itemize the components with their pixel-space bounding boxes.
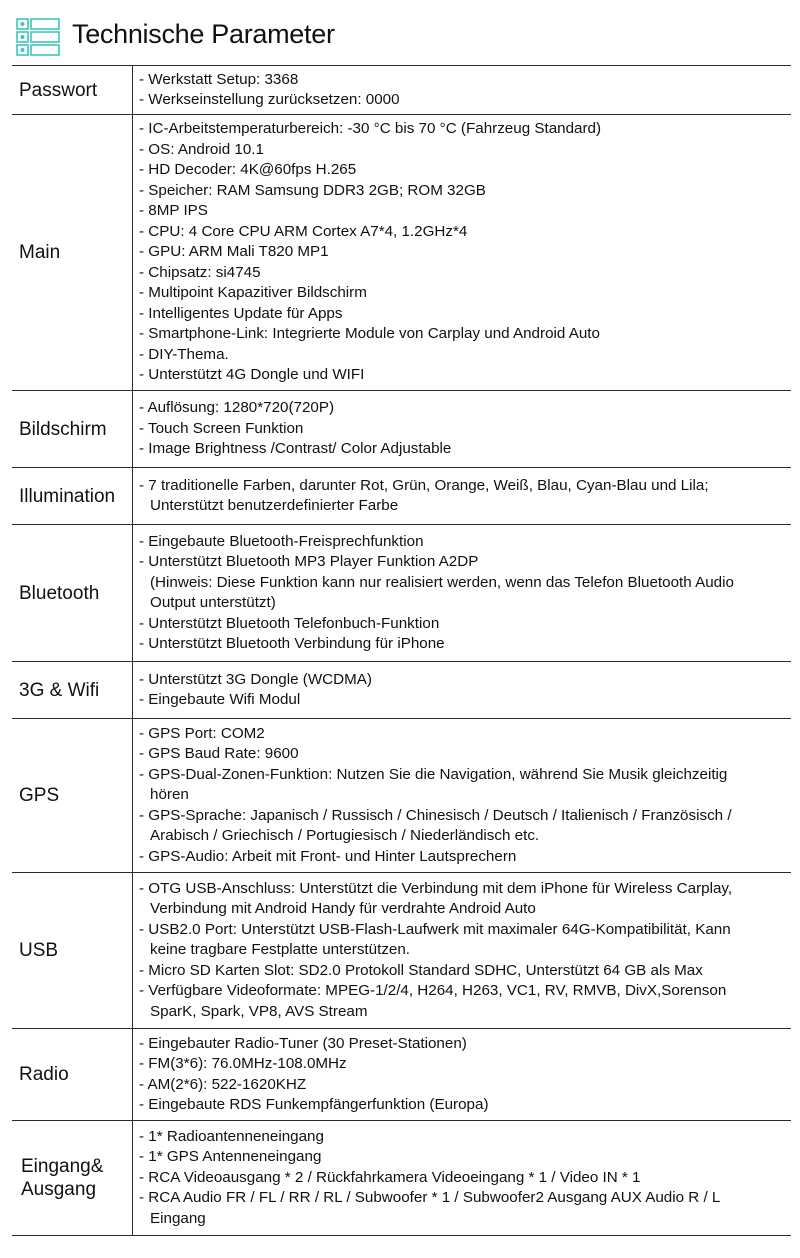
spec-label: Main: [12, 115, 133, 391]
spec-details: [133, 468, 792, 525]
spec-line: - 1* GPS Antenneneingang: [139, 1148, 322, 1166]
spec-line: - Eingebaute Wifi Modul: [139, 691, 301, 708]
spec-line: - GPS-Dual-Zonen-Funktion: Nutzen Sie die Navigation, während Sie Musik gleichzeitig: [139, 765, 728, 783]
spec-line: - Touch Screen Funktion: [139, 419, 304, 437]
spec-line: - Eingebauter Radio-Tuner (30 Preset-Stationen): [139, 1034, 467, 1052]
spec-label: USB: [12, 873, 133, 1029]
spec-line: - AM(2*6): 522-1620KHZ: [139, 1075, 307, 1093]
spec-line: - Multipoint Kapazitiver Bildschirm: [139, 284, 367, 302]
spec-line: - Unterstützt 3G Dongle (WCDMA): [139, 670, 372, 688]
spec-row: [12, 468, 791, 525]
spec-line: - GPS Baud Rate: 9600: [139, 745, 299, 763]
spec-row: [12, 1121, 791, 1236]
spec-line: - GPU: ARM Mali T820 MP1: [139, 243, 329, 261]
spec-line: - USB2.0 Port: Unterstützt USB-Flash-Laufwerk mit maximaler 64G-Kompatibilität, Kann: [139, 920, 731, 938]
spec-line: - RCA Audio FR / FL / RR / RL / Subwoofer * 1 / Subwoofer2 Ausgang AUX Audio R / L: [139, 1189, 721, 1207]
spec-line: Output unterstützt): [150, 594, 276, 611]
spec-label: Passwort: [12, 66, 133, 115]
spec-row: [12, 66, 791, 115]
spec-line: - Chipsatz: si4745: [139, 263, 261, 281]
spec-label: Illumination: [12, 468, 133, 525]
spec-line: - GPS Port: COM2: [139, 724, 265, 742]
spec-line: - Unterstützt 4G Dongle und WIFI: [139, 366, 365, 384]
spec-line: - Eingebaute Bluetooth-Freisprechfunktion: [139, 532, 424, 550]
spec-label: Bluetooth: [12, 525, 133, 662]
spec-details: [133, 873, 792, 1029]
spec-line: - Auflösung: 1280*720(720P): [139, 399, 335, 417]
spec-line: - Image Brightness /Contrast/ Color Adjustable: [139, 440, 452, 458]
spec-details: [133, 662, 792, 719]
list-icon: [16, 18, 60, 56]
spec-line: - Werkstatt Setup: 3368: [139, 70, 299, 88]
spec-line: - Speicher: RAM Samsung DDR3 2GB; ROM 32GB: [139, 181, 486, 199]
spec-line: - GPS-Sprache: Japanisch / Russisch / Chinesisch / Deutsch / Italienisch / Französisch /: [139, 806, 732, 824]
spec-line: - Smartphone-Link: Integrierte Module von Carplay und Android Auto: [139, 325, 600, 343]
section-header: [16, 16, 796, 60]
spec-label: [12, 1121, 133, 1236]
spec-label: GPS: [12, 719, 133, 873]
spec-row: [12, 115, 791, 391]
spec-line: - Unterstützt Bluetooth Telefonbuch-Funktion: [139, 614, 440, 632]
spec-line: - Unterstützt Bluetooth MP3 Player Funktion A2DP: [139, 553, 479, 570]
spec-row: [12, 662, 791, 719]
spec-line: - OS: Android 10.1: [139, 140, 264, 158]
spec-table: [12, 65, 791, 1236]
spec-line: - Werkseinstellung zurücksetzen: 0000: [139, 91, 400, 108]
spec-line: - Micro SD Karten Slot: SD2.0 Protokoll Standard SDHC, Unterstützt 64 GB als Max: [139, 961, 703, 979]
spec-details: [133, 525, 792, 662]
page-title: Technische Parameter: [72, 19, 335, 49]
spec-label: Radio: [12, 1029, 133, 1121]
spec-line: - RCA Videoausgang * 2 / Rückfahrkamera Videoeingang * 1 / Video IN * 1: [139, 1168, 641, 1186]
spec-details: [133, 391, 792, 468]
spec-details: [133, 1029, 792, 1121]
spec-details: [133, 66, 792, 115]
spec-line: Arabisch / Griechisch / Portugiesisch / Niederländisch etc.: [150, 827, 540, 845]
spec-line: - 7 traditionelle Farben, darunter Rot, Grün, Orange, Weiß, Blau, Cyan-Blau und Lila;: [139, 476, 709, 494]
spec-label: 3G & Wifi: [12, 662, 133, 719]
spec-line: Eingang: [150, 1209, 206, 1227]
spec-details: [133, 115, 792, 391]
spec-line: - Unterstützt Bluetooth Verbindung für iPhone: [139, 635, 445, 652]
spec-line: Verbindung mit Android Handy für verdrahte Android Auto: [150, 900, 536, 918]
spec-line: - CPU: 4 Core CPU ARM Cortex A7*4, 1.2GHz*4: [139, 222, 468, 240]
spec-row: [12, 1029, 791, 1121]
spec-row: [12, 719, 791, 873]
spec-label-text: Eingang& Ausgang: [21, 1156, 104, 1200]
spec-row: [12, 391, 791, 468]
spec-label: Bildschirm: [12, 391, 133, 468]
spec-line: SparK, Spark, VP8, AVS Stream: [150, 1002, 368, 1020]
spec-line: - FM(3*6): 76.0MHz-108.0MHz: [139, 1055, 347, 1072]
spec-line: - 8MP IPS: [139, 202, 208, 220]
spec-row: [12, 873, 791, 1029]
spec-line: keine tragbare Festplatte unterstützen.: [150, 941, 411, 959]
spec-line: - OTG USB-Anschluss: Unterstützt die Verbindung mit dem iPhone für Wireless Carplay,: [139, 879, 733, 897]
spec-details: [133, 719, 792, 873]
spec-line: Unterstützt benutzerdefinierter Farbe: [150, 497, 399, 514]
spec-line: - Verfügbare Videoformate: MPEG-1/2/4, H264, H263, VC1, RV, RMVB, DivX,Sorenson: [139, 982, 727, 1000]
spec-line: - DIY-Thema.: [139, 345, 229, 363]
spec-line: - GPS-Audio: Arbeit mit Front- und Hinter Lautsprechern: [139, 847, 517, 865]
spec-line: - HD Decoder: 4K@60fps H.265: [139, 161, 357, 179]
spec-line: - IC-Arbeitstemperaturbereich: -30 °C bis 70 °C (Fahrzeug Standard): [139, 120, 602, 138]
spec-line: - Eingebaute RDS Funkempfängerfunktion (Europa): [139, 1096, 489, 1113]
spec-row: [12, 525, 791, 662]
spec-details: [133, 1121, 792, 1236]
spec-line: - 1* Radioantenneneingang: [139, 1127, 324, 1145]
spec-line: (Hinweis: Diese Funktion kann nur realisiert werden, wenn das Telefon Bluetooth Audio: [150, 573, 734, 591]
spec-line: - Intelligentes Update für Apps: [139, 304, 343, 322]
spec-line: hören: [150, 786, 189, 804]
